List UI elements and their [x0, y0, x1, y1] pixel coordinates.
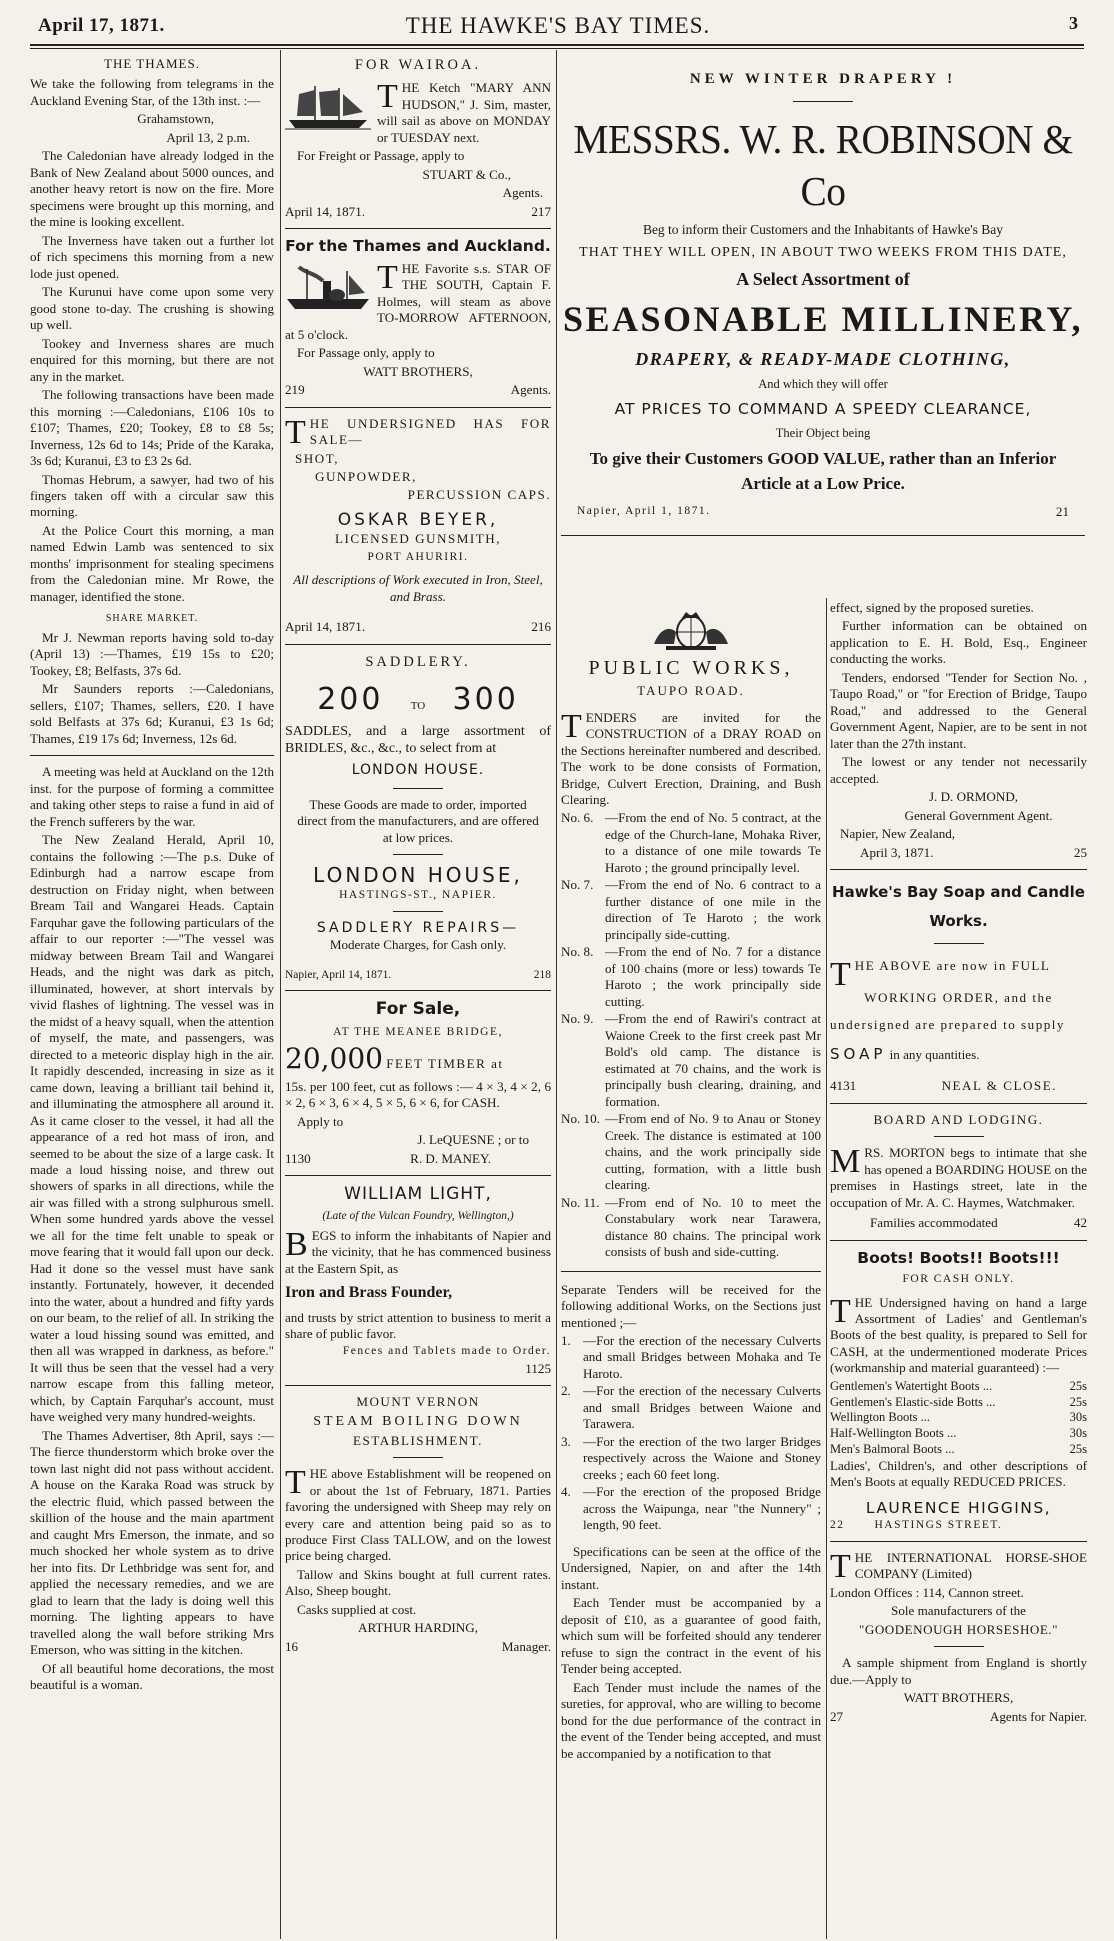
ad-body: These Goods are made to order, imported direct from the manufacturers, and are offered at low prices.	[297, 796, 539, 845]
drop-cap: T	[377, 78, 398, 116]
divider	[934, 1646, 984, 1647]
ad-footer	[830, 1215, 1087, 1231]
ad-number: 1130	[285, 1150, 311, 1166]
column-rule	[556, 50, 557, 1939]
tender-item-number: No. 7.	[561, 877, 594, 893]
ad-william-light	[285, 1184, 551, 1377]
ad-number: 216	[531, 619, 551, 635]
tender-item-number: No. 9.	[561, 1011, 594, 1027]
tender-item	[561, 1195, 821, 1261]
price-list	[830, 1379, 1087, 1458]
qty-low: 200	[317, 682, 384, 718]
extra-tender-item-text: —For the erection of the two larger Bridges respectively across the Waione and Stoney creeks ; each 60 feet long.	[583, 1433, 821, 1482]
tender-item-number: No. 6.	[561, 810, 594, 826]
contact-name: R. D. MANEY.	[410, 1150, 491, 1166]
ad-apply: Apply to	[297, 1113, 344, 1129]
paragraph: The Thames Advertiser, 8th April, says :—The fierce thunderstorm which broke over the town last night did not pass without accident. A house on the Karaka Road was struck by the electric fluid, which passed between the skillion of the house and the main apartment and caught Mrs Emerson, the inmate, and so much shocked her whole system as to drive her into fits. Dr Lethbridge was sent for, and applied the necessary remedies, and we are glad to learn that the lady is doing well this morning. The lighting appears to have travelled along the wall before striking Mrs Emerson, who was sitting in the kitchen.	[30, 1427, 274, 1658]
ad-date: April 14, 1871.	[285, 203, 366, 219]
price-value: 25s	[1069, 1441, 1087, 1456]
ad-body: Casks supplied at cost.	[297, 1601, 417, 1617]
tender-item	[561, 944, 821, 1010]
issue-date: April 17, 1871.	[38, 15, 165, 36]
price-item: Gentlemen's Elastic-side Botts ...	[830, 1394, 996, 1409]
paragraph: Tookey and Inverness shares are much enquired for this morning, but there are not any in the market.	[30, 335, 274, 384]
extra-tender-item-number: 4.	[561, 1484, 571, 1500]
ad-headline: DRAPERY, & READY-MADE CLOTHING,	[635, 348, 1011, 369]
contact-title: Manager.	[501, 1638, 551, 1654]
tender-item	[561, 1111, 821, 1193]
repairs-heading: SADDLERY REPAIRS—	[316, 919, 520, 936]
ad-body: Ladies', Children's, and other descriptions of Men's Boots at equally REDUCED PRICES.	[830, 1457, 1087, 1490]
drop-cap: T	[285, 1464, 306, 1502]
dateline-place: Grahamstown,	[137, 111, 214, 127]
drop-cap: T	[830, 1547, 851, 1585]
ad-body: Sole manufacturers of the	[891, 1603, 1026, 1619]
paragraph: The following transactions have been made this morning :—Caledonians, £106 10s to £107; Thames, £20; Tookey, £8 to £8 5s; Inverness, 12s 6d to 14s; Pride of the Karaka, 3s 6d; Kuranui, £3 to £3 2s 6d.	[30, 387, 274, 469]
ad-body: ENDERS are invited for the CONSTRUCTION of a DRAY ROAD on the Sections hereinafter numbered and described. The work to be done consists of Formation, Bridge, Culvert Erection, Draining, and Bush Clearing.	[561, 709, 821, 807]
ad-headline: Article at a Low Price.	[741, 473, 905, 493]
column-thames	[30, 54, 274, 1937]
agent-name: WATT BROTHERS,	[363, 363, 473, 379]
price-item: Wellington Boots ...	[830, 1410, 931, 1425]
ad-heading: BOARD AND LODGING.	[873, 1111, 1044, 1127]
tender-item-text: —From the end of No. 7 for a distance of 100 chains (more or less) towards Te Haroto ; the work principally side cutting.	[605, 944, 821, 1009]
ad-thames-auckland	[285, 237, 551, 398]
ad-number: 42	[1073, 1215, 1087, 1231]
ad-body: HE Undersigned having on hand a large Assortment of Ladies' and Gentleman's Boots of the best quality, is prepared to Sell for CASH, at the undermentioned moderate Prices (workmanship and material guaranteed) :—	[830, 1294, 1087, 1376]
business-sub: (Late of the Vulcan Foundry, Wellington,)	[322, 1210, 514, 1223]
firm-name: NEAL & CLOSE.	[941, 1078, 1057, 1094]
ad-body: Each Tender must include the names of the sureties, for approval, who are willing to become bond for the due performance of the contract in the event of the Tender being accepted, and must be accompanied by a notification to that	[561, 1679, 821, 1761]
ad-heading: MOUNT VERNON	[356, 1394, 480, 1410]
divider	[830, 1541, 1087, 1542]
price-item: Half-Wellington Boots ...	[830, 1426, 957, 1441]
ad-number: 218	[533, 968, 551, 981]
ad-headline: To give their Customers GOOD VALUE, rather than an Inferior	[589, 448, 1057, 468]
tender-item-text: —From end of No. 10 to meet the Constabulary work near Tarawera, distance 80 chains. The principal work consists of bush and side-cutting.	[605, 1194, 821, 1260]
price-row	[830, 1442, 1087, 1458]
ad-body: And which they will offer	[758, 376, 888, 391]
divider	[393, 1457, 443, 1458]
ad-footer	[285, 968, 551, 982]
store-address: HASTINGS STREET.	[874, 1519, 1003, 1532]
item-line: PERCUSSION CAPS.	[407, 487, 551, 503]
drop-cap: T	[561, 707, 582, 745]
ad-body: SADDLES, and a large assortment of BRIDLES, &c., &c., to select from at	[285, 723, 551, 757]
tender-item-text: —From end of No. 9 to Anau or Stoney Creek. The distance is estimated at 100 chains, and the work principally side cutting, formation, with a little bush clearing.	[605, 1111, 821, 1193]
qty-to: TO	[410, 700, 426, 713]
ad-headline: AT PRICES TO COMMAND A SPEEDY CLEARANCE,	[614, 400, 1032, 419]
ad-body: Separate Tenders will be received for the following additional Works, on the Sections just mentioned ;—	[561, 1281, 821, 1330]
ad-subheading: FOR CASH ONLY.	[902, 1273, 1015, 1286]
ad-number: 1125	[525, 1360, 551, 1376]
ad-number: 25	[1073, 844, 1087, 860]
ad-number: 4131	[830, 1078, 857, 1094]
ad-body: Each Tender must be accompanied by a deposit of £10, as a guarantee of good faith, which sum will be forfeited should any tenderer refuse to sign the contract in the event of his Tender being accepted.	[561, 1595, 821, 1677]
ad-body: Beg to inform their Customers and the Inhabitants of Hawke's Bay	[642, 222, 1004, 238]
store-name: LONDON HOUSE.	[351, 762, 485, 779]
royal-crest-icon	[646, 608, 736, 652]
ad-body: London Offices : 114, Cannon street.	[830, 1584, 1024, 1600]
ad-body: Tenders, endorsed "Tender for Section No. , Taupo Road," or "for Erection of Bridge, Taupo Road," and addressed to the General Government Agent, Napier, are to be sent in not later than the 27th instant.	[830, 669, 1087, 751]
divider	[793, 101, 853, 102]
extra-tender-item-number: 3.	[561, 1433, 571, 1449]
divider	[830, 1240, 1087, 1241]
ad-mount-vernon	[285, 1394, 551, 1655]
ad-heading: NEW WINTER DRAPERY !	[689, 71, 957, 87]
ad-body: A Select Assortment of	[736, 268, 910, 289]
ad-date: Napier, New Zealand,	[840, 826, 956, 842]
divider	[934, 943, 984, 944]
ad-footer	[561, 504, 1085, 520]
ad-body: Families accommodated	[870, 1215, 998, 1231]
contact-name: ARTHUR HARDING,	[358, 1620, 478, 1636]
ad-heading: FOR WAIROA.	[354, 57, 482, 73]
ad-body: 15s. per 100 feet, cut as follows :— 4 × 3, 4 × 2, 6 × 2, 6 × 3, 6 × 4, 5 × 5, 6 × 6, for CASH.	[285, 1078, 551, 1111]
column-advertisements	[285, 54, 551, 1937]
ad-date: Napier, April 1, 1871.	[577, 505, 711, 518]
repairs-sub: Moderate Charges, for Cash only.	[329, 937, 507, 953]
drop-cap: T	[830, 956, 851, 994]
ad-body: WORKING ORDER, and the	[864, 990, 1053, 1006]
divider	[393, 788, 443, 789]
ad-body: Their Object being	[775, 425, 871, 440]
article-intro: We take the following from telegrams in the Auckland Evening Star, of the 13th inst. :—	[30, 76, 274, 108]
contact-name: J. D. ORMOND,	[928, 789, 1019, 805]
tender-item-text: —From the end of No. 6 contract to a further distance of one mile in the direction of Te Haroto ; the work principally side-cutting.	[605, 877, 821, 942]
extra-tender-item-number: 2.	[561, 1383, 571, 1399]
paragraph: The New Zealand Herald, April 10, contains the following :—The p.s. Duke of Edinburgh had a narrow escape from destruction on Friday night, when between Bream Tail and Wangarei Heads. Captain Farquhar gave the following particulars of the affair to our reporter :—"The vessel was midway between Bream Tail and Wangarei Heads, and the night was dark as pitch, illuminated, however, at short intervals by vivid flashes of lightning. The vessel was in the midst of a heavy squall, when the attention of myself, the mate, and passengers, was directed to a meteoric display high in the air. It rapidly descended, increasing in size as it came down, leaving a brilliant tail behind it, and illuminating the atmosphere all around it. As it came closer to the vessel, it had all the appearance of a red hot mass of iron, and seemed to be about the size of a large cask. It made a loud hissing noise, and threw out showers of sparks in all directions, while the air was filled with a strong sulphurous smell. When some hundred yards above the vessel we all for the time felt unable to speak or move fearing that it would fall upon our deck. Had it done so the vessel must have sank instantly. Fortunately, however, it decended into the water, about a hundred and fifty yards on our beam, to the relief of all. In striking the water a loud hissing sound was emitted, and then all was wrapped in darkness, as before." It will thus be seen that the vessel had a very narrow escape from this falling meteor, which, by Captain Farquhar's account, must have weighed very many hundred-weights.	[30, 832, 274, 1425]
drop-cap: B	[285, 1225, 308, 1263]
divider	[561, 1271, 821, 1272]
ad-body: RS. MORTON begs to intimate that she has opened a BOARDING HOUSE on the premises in Hastings street, late in the occupation of Mr. A. C. Haymes, Watchmaker.	[830, 1145, 1087, 1210]
divider	[285, 407, 551, 408]
extra-tender-item	[561, 1383, 821, 1432]
divider	[830, 869, 1087, 870]
quantity-range	[285, 681, 551, 719]
ad-body: Fences and Tablets made to Order.	[342, 1345, 551, 1358]
paragraph: A meeting was held at Auckland on the 12th inst. for the purpose of forming a committee and taking other steps to raise a fund in aid of the French sufferers by the war.	[30, 764, 274, 829]
divider	[561, 535, 1085, 536]
ad-body: HE Favorite s.s. STAR OF THE SOUTH, Captain F. Holmes, will steam as above TO-MORROW AFTERNOON, at 5 o'clock.	[285, 260, 551, 342]
price-value: 25s	[1069, 1378, 1087, 1393]
drop-cap: T	[285, 413, 306, 451]
divider	[393, 854, 443, 855]
ad-number: 21	[1055, 504, 1069, 520]
ad-body: THAT THEY WILL OPEN, IN ABOUT TWO WEEKS FROM THIS DATE,	[579, 245, 1067, 261]
paragraph: At the Police Court this morning, a man named Edwin Lamb was sentenced to six months' imprisonment for stealing specimens from the Caledonian mine. Mr Rowe, the manager, identified the stone.	[30, 522, 274, 604]
tender-item-text: —From the end of No. 5 contract, at the edge of the Church-lane, Mohaka River, to a distance of one mile towards Te Haroto ; the ground principally level.	[605, 810, 821, 875]
divider	[934, 1136, 984, 1137]
ad-body: and trusts by strict attention to business to merit a share of public favor.	[285, 1309, 551, 1341]
steamship-icon	[285, 263, 371, 313]
masthead-rule	[30, 44, 1084, 49]
ad-body: The lowest or any tender not necessarily accepted.	[830, 754, 1087, 786]
ad-date: April 14, 1871.	[285, 619, 366, 635]
ad-number: 219	[285, 382, 305, 398]
tender-item	[561, 1011, 821, 1110]
ad-body: Tallow and Skins bought at full current rates. Also, Sheep bought.	[285, 1566, 551, 1599]
divider	[285, 644, 551, 645]
column-right-ads	[830, 600, 1087, 1937]
ad-body: HE ABOVE are now in FULL	[854, 958, 1051, 974]
ad-heading: For Sale,	[375, 999, 461, 1020]
ad-robinson	[561, 54, 1085, 594]
masthead	[38, 10, 1078, 40]
ad-for-sale	[285, 999, 551, 1167]
tender-item	[561, 810, 821, 876]
ad-number: 16	[285, 1638, 299, 1654]
article-heading: THE THAMES.	[104, 56, 200, 71]
paragraph: Thomas Hebrum, a sawyer, had two of his fingers taken off with a circular saw this morning.	[30, 471, 274, 520]
ad-body: HE INTERNATIONAL HORSE-SHOE COMPANY (Limited)	[854, 1549, 1087, 1582]
ad-date: April 3, 1871.	[860, 844, 934, 860]
contact-title: Agents for Napier.	[989, 1708, 1087, 1724]
share-market-heading: SHARE MARKET.	[105, 613, 199, 625]
tender-item-text: —From the end of Rawiri's contract at Waione Creek to the first creek past Mr Bold's old camp. The distance is estimated at 70 chains, and the work is principally bush clearing, draining, and formation.	[605, 1011, 821, 1109]
ad-heading: ESTABLISHMENT.	[353, 1432, 483, 1448]
divider	[830, 1103, 1087, 1104]
price-value: 25s	[1069, 1394, 1087, 1409]
ad-footer	[285, 1151, 551, 1167]
tender-item-number: No. 11.	[561, 1194, 600, 1210]
ad-footer	[285, 619, 551, 635]
column-rule	[280, 50, 281, 1939]
ad-footer	[285, 1639, 551, 1655]
dateline-time: April 13, 2 p.m.	[166, 129, 250, 145]
divider	[30, 755, 274, 756]
ad-location: AT THE MEANEE BRIDGE,	[333, 1025, 503, 1038]
divider	[285, 228, 551, 229]
price-row	[830, 1379, 1087, 1395]
contact-title: General Government Agent.	[904, 807, 1053, 823]
item-line: GUNPOWDER,	[315, 468, 417, 484]
divider	[285, 990, 551, 991]
paragraph: Mr Saunders reports :—Caledonians, sellers, £107; Thames, sellers, £20. I have sold Belfasts at 37s 6d; Kuranui, £3 1s 6d; Thames, £19 17s 6d; Inverness, 12s 6d.	[30, 681, 274, 746]
divider	[285, 1385, 551, 1386]
qty-high: 300	[452, 682, 519, 718]
business-name: WILLIAM LIGHT,	[344, 1184, 492, 1205]
ad-body: Specifications can be seen at the office of the Undersigned, Napier, on and after the 14th instant.	[561, 1543, 821, 1592]
ad-saddlery	[285, 653, 551, 983]
tender-list	[561, 810, 821, 1260]
ad-wairoa	[285, 56, 551, 220]
drop-cap: M	[830, 1143, 861, 1181]
ad-date: Napier, April 14, 1871.	[285, 968, 392, 981]
ad-footer	[285, 382, 551, 398]
firm-name: LAURENCE HIGGINS,	[865, 1498, 1052, 1517]
ad-footer	[285, 204, 551, 220]
ad-footer	[830, 1078, 1087, 1094]
ad-heading: Boots! Boots!! Boots!!!	[857, 1248, 1060, 1267]
paragraph: Mr J. Newman reports having sold to-day (April 13) :—Thames, £19 15s to £20; Tookey, £8; Belfasts, 37s 6d.	[30, 629, 274, 678]
ad-footer	[830, 845, 1087, 861]
ad-heading: SADDLERY.	[365, 653, 471, 670]
tender-item	[561, 877, 821, 943]
ad-apply: For Freight or Passage, apply to	[297, 148, 465, 164]
ad-body: All descriptions of Work executed in Iron, Steel, and Brass.	[293, 572, 543, 604]
ad-body: A sample shipment from England is shortly due.—Apply to	[830, 1655, 1087, 1687]
ad-heading: For the Thames and Auckland.	[285, 237, 551, 256]
tender-item-number: No. 10.	[561, 1111, 600, 1127]
drop-cap: T	[830, 1292, 851, 1330]
business-title: LICENSED GUNSMITH,	[335, 531, 501, 547]
ad-body: HE Ketch "MARY ANN HUDSON," J. Sim, master, will sail as above on MONDAY or TUESDAY next.	[377, 80, 551, 145]
ad-number: 22	[830, 1519, 845, 1532]
price-item: Men's Balmoral Boots ...	[830, 1441, 955, 1456]
paragraph: The Kurunui have come upon some very good stone to-day. The crushing is showing up well.	[30, 284, 274, 333]
ad-body: EGS to inform the inhabitants of Napier and the vicinity, that he has commenced business at the Eastern Spit, as	[285, 1227, 551, 1276]
price-value: 30s	[1069, 1426, 1087, 1441]
price-row	[830, 1410, 1087, 1426]
ad-body: in any quantities.	[889, 1047, 980, 1063]
product-name: "GOODENOUGH HORSESHOE."	[859, 1621, 1058, 1637]
price-row	[830, 1426, 1087, 1442]
contact-name: J. LeQUESNE ; or to	[417, 1132, 529, 1148]
business-place: PORT AHURIRI.	[367, 550, 469, 563]
store-name: LONDON HOUSE,	[313, 863, 523, 888]
trade-title: Iron and Brass Founder,	[285, 1284, 453, 1302]
store-address: HASTINGS-ST., NAPIER.	[339, 889, 497, 902]
ad-subheading: TAUPO ROAD.	[637, 683, 745, 699]
ad-footer	[830, 1709, 1087, 1725]
ad-body: undersigned are prepared to supply	[830, 1016, 1065, 1032]
timber-quantity: 20,000	[285, 1042, 383, 1076]
ship-icon	[285, 82, 371, 132]
firm-name: MESSRS. W. R. ROBINSON & Co	[573, 115, 1073, 214]
extra-tender-item	[561, 1434, 821, 1483]
price-item: Gentlemen's Watertight Boots ...	[830, 1378, 993, 1393]
ad-number: 217	[531, 203, 551, 219]
extra-tender-item	[561, 1484, 821, 1533]
agent-label: Agents.	[510, 382, 551, 398]
divider	[393, 911, 443, 912]
ad-heading: Hawke's Bay Soap and Candle Works.	[832, 883, 1085, 930]
extra-tender-item-text: —For the erection of the necessary Culverts and small Bridges between Waione and Tarawera.	[583, 1383, 821, 1432]
page-number: 3	[1069, 13, 1078, 33]
price-value: 30s	[1069, 1410, 1087, 1425]
ad-body: Further information can be obtained on application to E. H. Bold, Esq., Engineer conducting the works.	[830, 618, 1087, 667]
ad-public-works	[561, 600, 821, 1937]
paragraph: Of all beautiful home decorations, the most beautiful is a woman.	[30, 1660, 274, 1693]
ad-body: HE UNDERSIGNED HAS FOR SALE—	[309, 415, 551, 448]
ad-apply: For Passage only, apply to	[297, 345, 435, 361]
ad-body: FEET TIMBER at	[386, 1056, 504, 1072]
ad-number: 27	[830, 1708, 844, 1724]
business-name: OSKAR BEYER,	[337, 509, 499, 530]
tender-item-number: No. 8.	[561, 944, 594, 960]
extra-tender-item-number: 1.	[561, 1333, 571, 1348]
agent-name: STUART & Co.,	[422, 166, 511, 182]
ad-oskar-beyer	[285, 413, 551, 636]
price-row	[830, 1395, 1087, 1411]
paragraph: The Inverness have taken out a further lot of rich specimens this morning from a new lode just opened.	[30, 232, 274, 281]
agent-label: Agents.	[502, 185, 543, 201]
ad-heading: STEAM BOILING DOWN	[313, 1413, 523, 1429]
ad-body: effect, signed by the proposed sureties.	[830, 600, 1034, 615]
ad-heading: PUBLIC WORKS,	[588, 657, 794, 679]
column-rule	[826, 598, 827, 1939]
product-name: SOAP	[830, 1045, 887, 1064]
ad-headline: SEASONABLE MILLINERY,	[562, 298, 1084, 339]
contact-name: WATT BROTHERS,	[903, 1690, 1014, 1706]
extra-tender-item-text: —For the erection of the proposed Bridge across the Waipunga, near "the Nunnery" ; length, 90 feet.	[583, 1484, 821, 1533]
newspaper-title: THE HAWKE'S BAY TIMES.	[405, 13, 711, 38]
divider	[285, 1175, 551, 1176]
extra-tender-item-text: —For the erection of the necessary Culverts and small Bridges between Mohaka and Te Haroto.	[583, 1333, 821, 1381]
item-line: SHOT,	[295, 450, 339, 466]
ad-body: HE above Establishment will be reopened on or about the 1st of February, 1871. Parties favoring the undersigned with Sheep may rely on every care and attention being paid so as to produce First Class TALLOW, and on the lowest price being charged.	[285, 1466, 551, 1564]
paragraph: The Caledonian have already lodged in the Bank of New Zealand about 5000 ounces, and another heavy retort is now on the fire. More specimens were brought up this morning, and the mine is looking excellent.	[30, 148, 274, 230]
extra-tender-item	[561, 1333, 821, 1382]
drop-cap: T	[377, 258, 398, 296]
extra-tender-list	[561, 1333, 821, 1534]
